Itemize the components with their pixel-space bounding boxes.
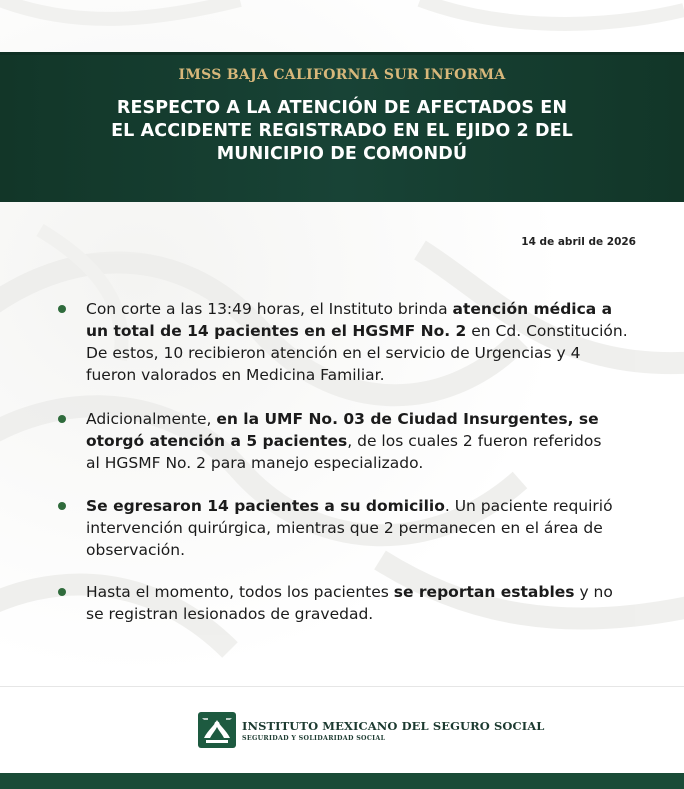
header-top-edge	[0, 52, 684, 55]
bullet-line	[86, 430, 656, 452]
text-run: Con corte a las 13:49 horas, el Instituto brinda	[86, 300, 453, 318]
text-run: De estos, 10 recibieron atención en el servicio de Urgencias y 4	[86, 344, 581, 362]
bottom-color-bar	[0, 773, 684, 789]
footer-divider	[0, 686, 684, 687]
bullet-line	[86, 517, 656, 539]
headline	[92, 97, 592, 166]
bullet-line	[86, 320, 656, 342]
bullet-line	[86, 364, 656, 386]
text-run: observación.	[86, 541, 186, 559]
bullet-dot-icon	[58, 415, 66, 423]
bullet-text	[86, 298, 656, 386]
bullet-dot-icon	[58, 305, 66, 313]
bullet-line	[86, 342, 656, 364]
bullet-dot-icon	[58, 588, 66, 596]
bullet-text	[86, 581, 656, 625]
text-run: en Cd. Constitución.	[466, 322, 628, 340]
bold-text: Se egresaron 14 pacientes a su domicilio	[86, 497, 445, 515]
organization-name: INSTITUTO MEXICANO DEL SEGURO SOCIAL	[242, 719, 545, 733]
bullet-line	[86, 603, 656, 625]
bold-text: atención médica a	[452, 300, 613, 318]
bullet-line	[86, 298, 656, 320]
headline-line: MUNICIPIO DE COMONDÚ	[216, 144, 468, 164]
text-run: al HGSMF No. 2 para manejo especializado.	[86, 454, 424, 472]
bullet-line	[86, 452, 656, 474]
bullet-dot-icon	[58, 502, 66, 510]
text-run: intervención quirúrgica, mientras que 2 permanecen en el área de	[86, 519, 603, 537]
text-run: se registran lesionados de gravedad.	[86, 605, 374, 623]
header-kicker: IMSS BAJA CALIFORNIA SUR INFORMA	[178, 67, 506, 83]
text-run: . Un paciente requirió	[444, 497, 613, 515]
bullet-line	[86, 581, 656, 603]
text-run: , de los cuales 2 fueron referidos	[347, 432, 602, 450]
bullet-line	[86, 408, 656, 430]
bullet-text	[86, 495, 656, 561]
bold-text: se reportan estables	[393, 583, 575, 601]
bullet-text	[86, 408, 656, 474]
bullet-line	[86, 495, 656, 517]
bold-text: un total de 14 pacientes en el HGSMF No. 2	[86, 322, 467, 340]
announcement-header	[0, 52, 684, 202]
bold-text: otorgó atención a 5 pacientes	[86, 432, 348, 450]
organization-tagline: SEGURIDAD Y SOLIDARIDAD SOCIAL	[242, 735, 386, 742]
text-run: Adicionalmente,	[86, 410, 217, 428]
publication-date: 14 de abril de 2026	[521, 236, 636, 248]
text-run: Hasta el momento, todos los pacientes	[86, 583, 394, 601]
text-run: y no	[574, 583, 613, 601]
headline-line: EL ACCIDENTE REGISTRADO EN EL EJIDO 2 DEL	[111, 121, 573, 141]
bold-text: en la UMF No. 03 de Ciudad Insurgentes, se	[216, 410, 599, 428]
bullet-line	[86, 539, 656, 561]
text-run: fueron valorados en Medicina Familiar.	[86, 366, 385, 384]
headline-line: RESPECTO A LA ATENCIÓN DE AFECTADOS EN	[116, 98, 568, 118]
imss-eagle-logo-icon	[198, 712, 236, 748]
